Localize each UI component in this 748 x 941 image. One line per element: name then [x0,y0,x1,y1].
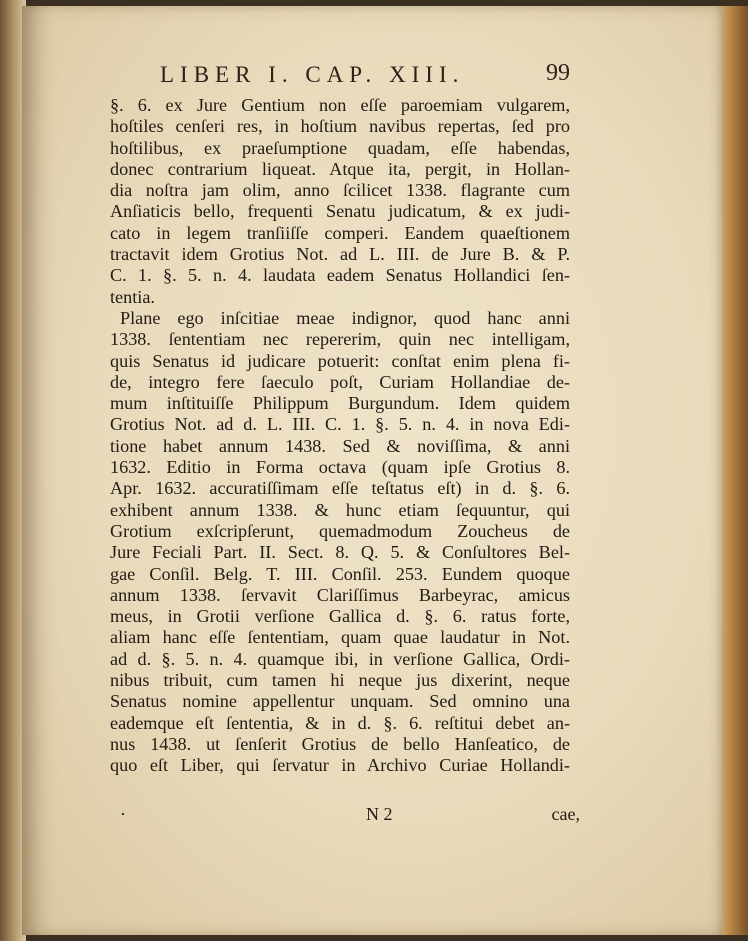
body-text [110,95,570,777]
text-line: §. 6. ex Jure Gentium non eſſe paroemiam vulgarem, [110,95,570,115]
text-line: dia noſtra jam olim, anno ſcilicet 1338. flagrante cum [110,180,570,201]
text-line: Jure Feciali Part. II. Sect. 8. Q. 5. & Conſultores Bel- [110,542,570,563]
text-line: Grotium exſcripſerunt, quemadmodum Zoucheus de [110,520,570,541]
text-line: eademque eſt ſententia, & in d. §. 6. reſtitui debet an- [110,712,570,733]
text-line: meus, in Grotii verſione Gallica d. §. 6. ratus forte, [110,606,570,627]
text-line: Senatus nomine appellentur unquam. Sed omnino una [110,691,570,712]
text-line: donec contrarium liqueat. Atque ita, pergit, in Hollan- [110,158,570,179]
text-line: tione habet annum 1438. Sed & noviſſima, & anni [110,435,570,456]
text-line: Plane ego inſcitiae meae indignor, quod hanc anni [120,307,570,328]
signature-mark: N 2 [366,804,393,824]
text-line: cato in legem tranſiiſſe comperi. Eandem quaeſtionem [110,222,570,243]
text-line: Grotius Not. ad d. L. III. C. 1. §. 5. n. 4. in nova Edi- [110,414,570,435]
page-number: 99 [546,60,570,86]
text-line: aliam hanc eſſe ſententiam, quam quae laudatur in Not. [110,627,570,648]
text-line: annum 1338. ſervavit Clariſſimus Barbeyrac, amicus [110,584,570,605]
page-footer [110,804,580,828]
text-line: ad d. §. 5. n. 4. quamque ibi, in verſione Gallica, Ordi- [110,648,570,669]
text-line: mum inſtituiſſe Philippum Burgundum. Idem quidem [110,393,570,414]
text-line: gae Conſil. Belg. T. III. Conſil. 253. Eundem quoque [110,563,570,584]
text-line: nus 1438. ut ſenſerit Grotius de bello Hanſeatico, de [110,733,570,754]
text-line: tractavit idem Grotius Not. ad L. III. de Jure B. & P. [110,244,570,265]
text-line: hoſtiles cenſeri res, in hoſtium navibus repertas, ſed pro [110,116,570,137]
footer-mark: · [120,804,126,824]
text-line: hoſtilibus, ex praeſumptione quadam, eſſe habendas, [110,137,570,158]
text-line: quo eſt Liber, qui ſervatur in Archivo Curiae Hollandi- [110,755,570,776]
text-line: 1632. Editio in Forma octava (quam ipſe Grotius 8. [110,457,570,478]
text-line: quis Senatus id judicare potuerit: conſtat enim plena fi- [110,350,570,371]
page-block-edge [722,6,748,935]
catchword: cae, [551,804,580,824]
text-line: tentia. [110,286,155,307]
text-line: C. 1. §. 5. n. 4. laudata eadem Senatus Hollandici ſen- [110,265,570,286]
running-head: LIBER I. CAP. XIII. [160,62,465,87]
text-line: 1338. ſententiam nec repererim, quin nec intelligam, [110,329,570,350]
text-line: de, integro fere ſaeculo poſt, Curiam Hollandiae de- [110,371,570,392]
text-line: Anſiaticis bello, frequenti Senatu judicatum, & ex judi- [110,201,570,222]
text-line: nibus tribuit, cum tamen hi neque jus dixerint, neque [110,670,570,691]
text-line: exhibent annum 1338. & hunc etiam ſequuntur, qui [110,499,570,520]
text-line: Apr. 1632. accuratiſſimam eſſe teſtatus eſt) in d. §. 6. [110,478,570,499]
